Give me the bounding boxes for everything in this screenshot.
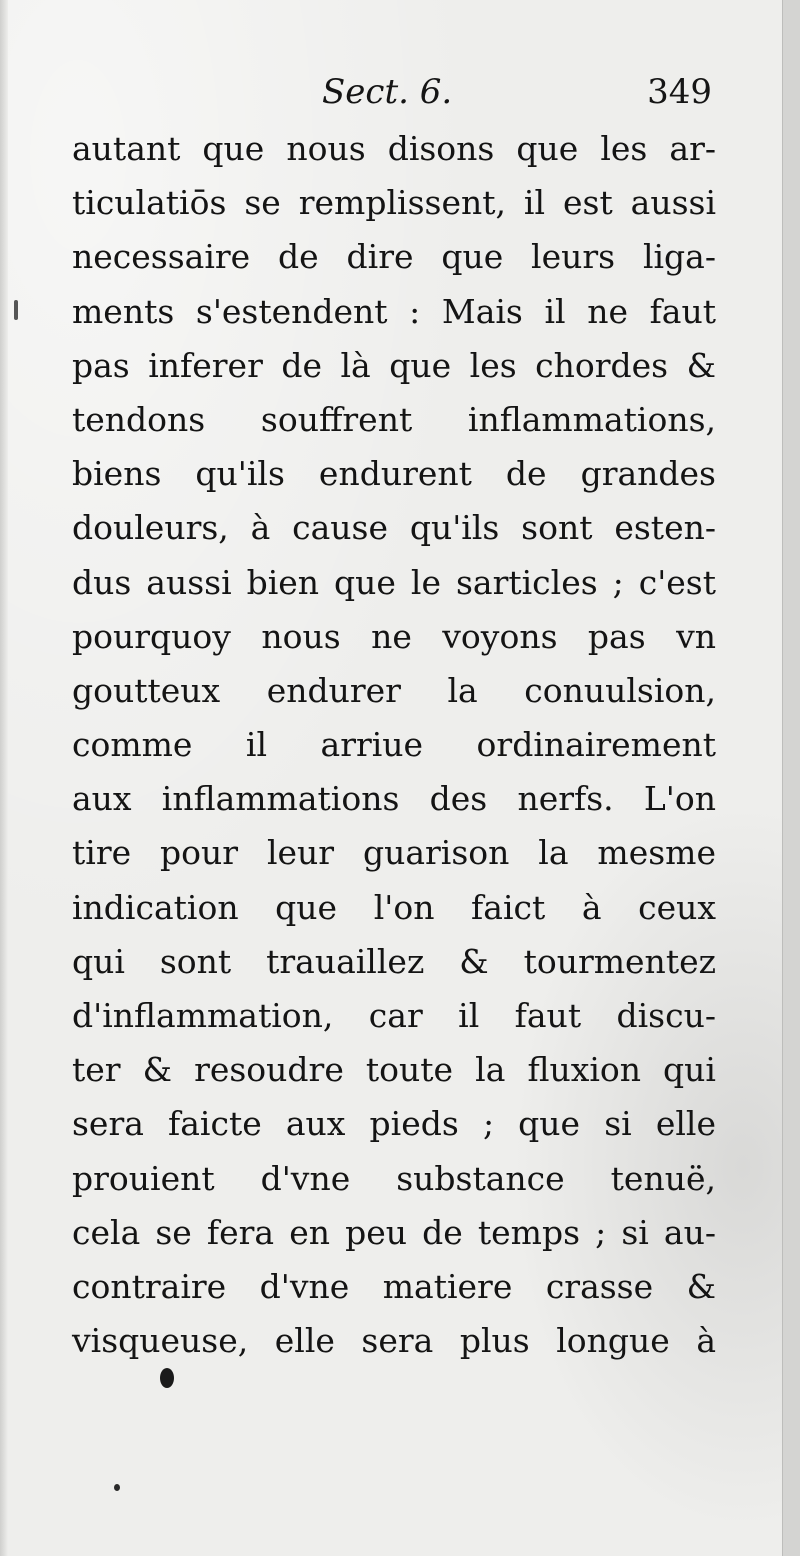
text-line: ticulatiōs se remplissent, il est aussi [72,183,716,223]
margin-mark [14,300,18,320]
ink-blot [160,1368,174,1388]
text-line: dus aussi bien que le sarticles ; c'est [72,562,716,602]
ink-speck [114,1484,120,1491]
text-line: indication que l'on faict à ceux [72,887,716,927]
section-mark: Sect. 6. [322,72,453,112]
text-line: prouient d'vne substance tenuë, [72,1158,716,1198]
text-line: ments s'estendent : Mais il ne faut [72,291,716,331]
text-line: goutteux endurer la conuulsion, [72,670,716,710]
text-line: qui sont trauaillez & tourmentez [72,941,716,981]
page-edge [782,0,800,1556]
body-text [72,122,716,1368]
text-line: cela se fera en peu de temps ; si au- [72,1212,716,1252]
text-line: ter & resoudre toute la fluxion qui [72,1050,716,1090]
text-line: autant que nous disons que les ar- [72,129,716,168]
text-line: necessaire de dire que leurs liga- [72,237,716,277]
running-head [72,72,712,118]
text-line: d'inflammation, car il faut discu- [72,996,716,1035]
text-line: douleurs, à cause qu'ils sont esten- [72,508,716,548]
text-line: biens qu'ils endurent de grandes [72,454,716,494]
text-line: sera faicte aux pieds ; que si elle [72,1104,716,1144]
text-line: pas inferer de là que les chordes & [72,345,716,385]
text-line: tendons souffrent inflammations, [72,399,716,439]
text-line: contraire d'vne matiere crasse & [72,1266,716,1306]
text-line: aux inflammations des nerfs. L'on [72,779,716,819]
page-gutter-shadow [0,0,8,1556]
text-line: visqueuse, elle sera plus longue à [72,1321,716,1361]
text-line: comme il arriue ordinairement [72,725,716,765]
page-number: 349 [647,72,712,112]
text-line: pourquoy nous ne voyons pas vn [72,616,716,656]
text-line: tire pour leur guarison la mesme [72,833,716,873]
